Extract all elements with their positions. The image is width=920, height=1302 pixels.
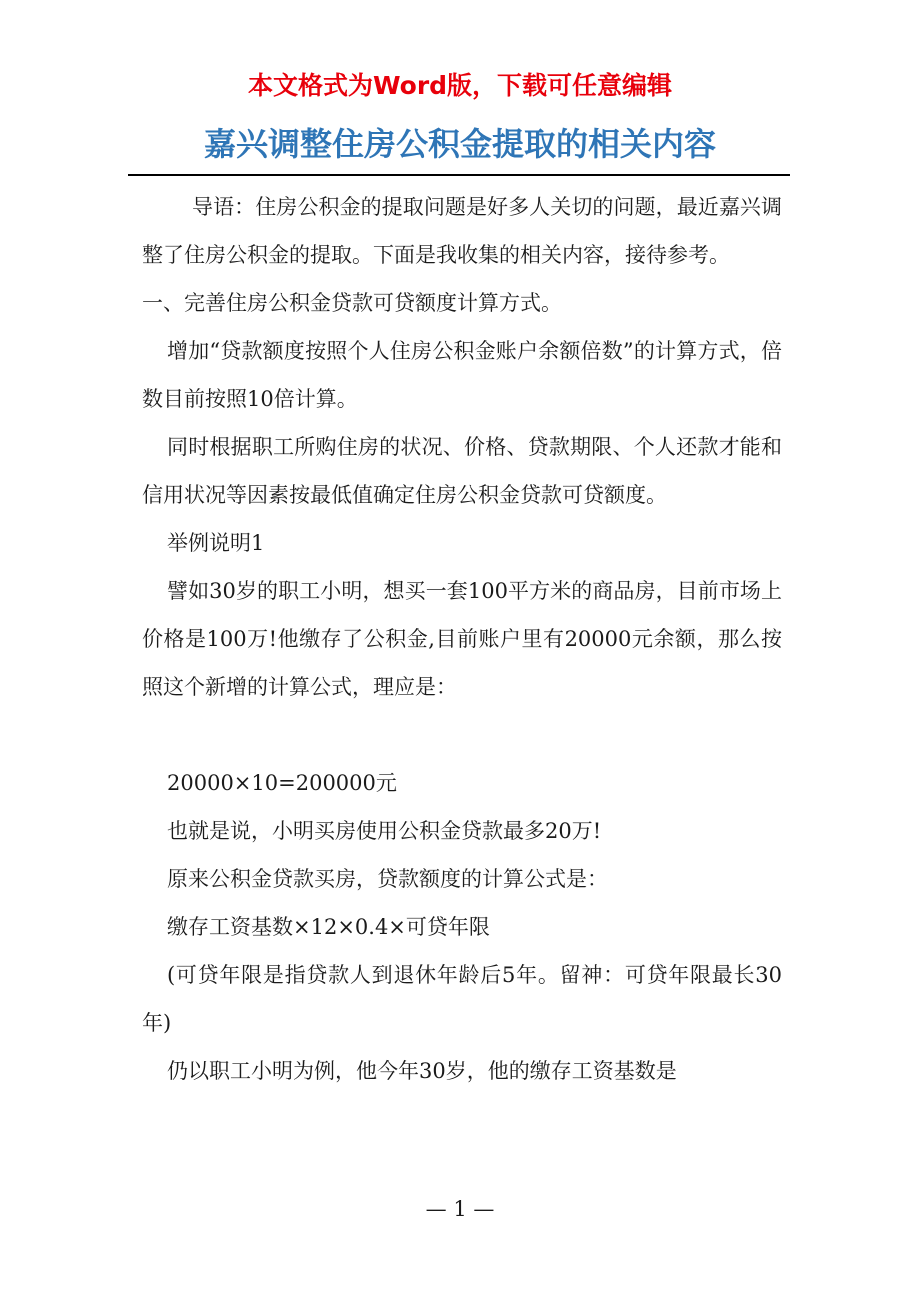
body-paragraph: 譬如30岁的职工小明，想买一套100平方米的商品房，目前市场上价格是100万!他缴存了公积金,目前账户里有20000元余额，那么按照这个新增的计算公式，理应是： [142,579,782,699]
formula-line: 缴存工资基数×12×0.4×可贷年限 [167,915,490,939]
page-number: — 1 — [425,1197,495,1221]
intro-paragraph: 导语：住房公积金的提取问题是好多人关切的问题，最近嘉兴调整了住房公积金的提取。下面是我收集的相关内容，接待参考。 [142,195,782,267]
body-paragraph: 仍以职工小明为例，他今年30岁，他的缴存工资基数是 [167,1059,677,1083]
document-body [142,183,782,1095]
blank-line [142,711,782,759]
example-heading: 举例说明1 [167,531,265,555]
body-paragraph: 原来公积金贷款买房，贷款额度的计算公式是： [167,867,608,891]
document-title: 嘉兴调整住房公积金提取的相关内容 [203,125,716,163]
body-paragraph: 也就是说，小明买房使用公积金贷款最多20万! [167,819,602,843]
section-heading: 一、完善住房公积金贷款可贷额度计算方式。 [142,291,562,315]
format-notice: 本文格式为Word版，下载可任意编辑 [247,71,673,100]
body-paragraph: 增加“贷款额度按照个人住房公积金账户余额倍数”的计算方式，倍数目前按照10倍计算。 [142,339,782,411]
formula-line: 20000×10=200000元 [167,771,397,795]
body-paragraph: (可贷年限是指贷款人到退休年龄后5年。留神：可贷年限最长30年) [142,963,782,1035]
body-paragraph: 同时根据职工所购住房的状况、价格、贷款期限、个人还款才能和信用状况等因素按最低值确定住房公积金贷款可贷额度。 [142,435,782,507]
title-divider [128,174,790,176]
